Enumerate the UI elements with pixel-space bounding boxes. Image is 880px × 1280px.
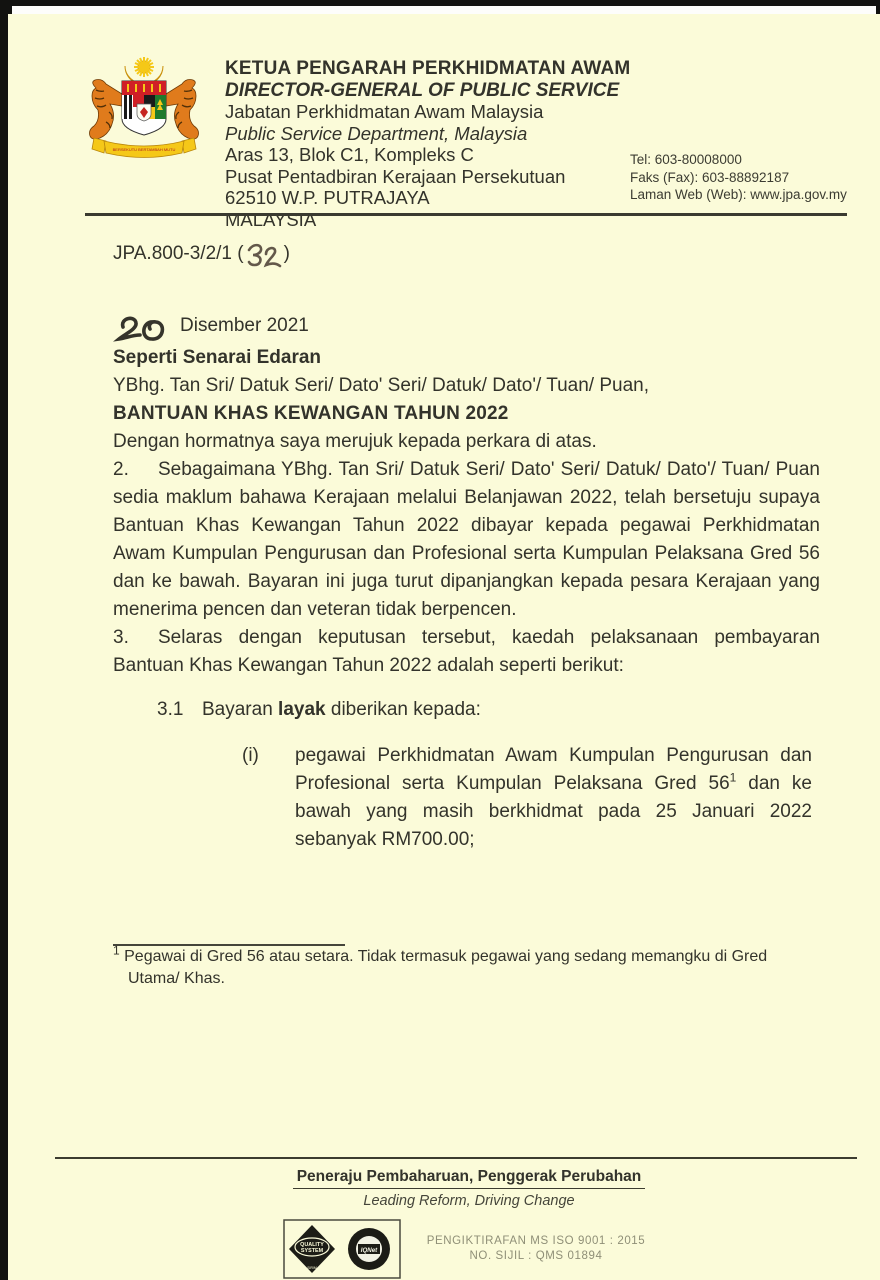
letter-page: [8, 14, 880, 1280]
certification-logos: [283, 1219, 401, 1279]
handwritten-reference-number: [245, 241, 283, 271]
handwritten-day: [113, 310, 167, 346]
paragraph-3: [113, 624, 820, 680]
list-item-i: [113, 742, 820, 854]
clause-text: Bayaran layak diberikan kepada:: [202, 699, 481, 720]
crest-motto: BERSEKUTU BERTAMBAH MUTU: [112, 147, 176, 152]
paragraph-2: [113, 456, 820, 624]
clause-number: 3.1: [157, 699, 184, 720]
list-item-text: pegawai Perkhidmatan Awam Kumpulan Pengurusan dan Profesional serta Kumpulan Pelaksana Gred $56^1$ dan ke bawah yang masih berkhidmat pada 25 Januari 2022 sebanyak RM700.00;: [295, 745, 812, 850]
list-item-number: (i): [242, 745, 259, 766]
reference-number: [113, 238, 820, 268]
subject-line: BANTUAN KHAS KEWANGAN TAHUN 2022: [113, 403, 509, 424]
paragraph-number: 3.: [113, 627, 129, 648]
svg-text:SIRIM: SIRIM: [306, 1266, 317, 1270]
letterhead-address-block: [225, 58, 630, 230]
footnote-marker: 1: [113, 943, 120, 958]
department-en: Public Service Department, Malaysia: [225, 122, 528, 144]
emphasized-word: layak: [278, 699, 326, 720]
certification-row: [48, 1219, 880, 1279]
paragraph-text: Sebagaimana YBhg. Tan Sri/ Datuk Seri/ Dato' Seri/ Datuk/ Dato'/ Tuan/ Puan sedia maklum bahawa Kerajaan melalui Belanjawan 2022, telah bersetuju supaya Bantuan Khas Kewangan Tahun 2022 dibayar kepada pegawai Perkhidmatan Awam Kumpulan Pengurusan dan Profesional serta Kumpulan Pelaksana Gred 56 dan ke bawah. Bayaran ini juga turut dipanjangkan kepada pesara Kerajaan yang menerima pencen dan veteran tidak berpencen.: [113, 459, 820, 620]
footer: [8, 1168, 880, 1279]
paragraph-number: 2.: [113, 459, 129, 480]
website: Laman Web (Web): www.jpa.gov.my: [630, 187, 847, 202]
department-ms: Jabatan Perkhidmatan Awam Malaysia: [225, 101, 544, 122]
clause-3-1: [113, 696, 820, 724]
office-title-en: DIRECTOR-GENERAL OF PUBLIC SERVICE: [225, 79, 620, 101]
fax-number: Faks (Fax): 603-88892187: [630, 169, 790, 185]
svg-text:QUALITY: QUALITY: [299, 1242, 324, 1248]
footnote-reference-mark: 1: [729, 770, 737, 785]
iqnet-logo-icon: [348, 1228, 390, 1270]
footer-divider: [55, 1157, 857, 1159]
date-text: Disember 2021: [180, 315, 309, 336]
footer-tagline-en: Leading Reform, Driving Change: [363, 1193, 575, 1209]
letter-date: [113, 308, 820, 344]
footnote: $^1$ Pegawai di Gred 56 atau setara. Tidak termasuk pegawai yang sedang memangku di Gred Utama/ Khas.: [113, 943, 768, 987]
address-line: 62510 W.P. PUTRAJAYA: [225, 187, 430, 208]
address-line: Pusat Pentadbiran Kerajaan Persekutuan: [225, 165, 566, 187]
distribution-line: Seperti Senarai Edaran: [113, 347, 322, 368]
address-line: MALAYSIA: [225, 208, 317, 230]
office-title-ms: KETUA PENGARAH PERKHIDMATAN AWAM: [225, 58, 631, 79]
quality-system-logo-icon: [289, 1225, 335, 1273]
reference-suffix: ): [283, 243, 290, 264]
svg-text:IQNet: IQNet: [360, 1247, 377, 1254]
reference-prefix: JPA.800-3/2/1 (: [113, 243, 244, 264]
address-line: Aras 13, Blok C1, Kompleks C: [225, 144, 474, 165]
letter-body: [113, 238, 820, 990]
footer-tagline-ms: Peneraju Pembaharuan, Penggerak Perubahan: [293, 1168, 646, 1189]
paragraph-1: Dengan hormatnya saya merujuk kepada perkara di atas.: [113, 431, 597, 452]
salutation: YBhg. Tan Sri/ Datuk Seri/ Dato' Seri/ Datuk/ Dato'/ Tuan/ Puan,: [113, 375, 650, 396]
paragraph-text: Selaras dengan keputusan tersebut, kaedah pelaksanaan pembayaran Bantuan Khas Kewangan Tahun 2022 adalah seperti berikut:: [113, 627, 820, 676]
letterhead-contact-block: [630, 151, 847, 204]
svg-text:SYSTEM: SYSTEM: [300, 1248, 323, 1254]
malaysia-coat-of-arms-icon: [82, 54, 206, 172]
letterhead-divider: [85, 213, 847, 216]
iso-certification-text: PENGIKTIRAFAN MS ISO 9001 : 2015 NO. SIJIL : QMS 01894: [426, 1235, 646, 1262]
phone-number: Tel: 603-80008000: [630, 152, 742, 167]
